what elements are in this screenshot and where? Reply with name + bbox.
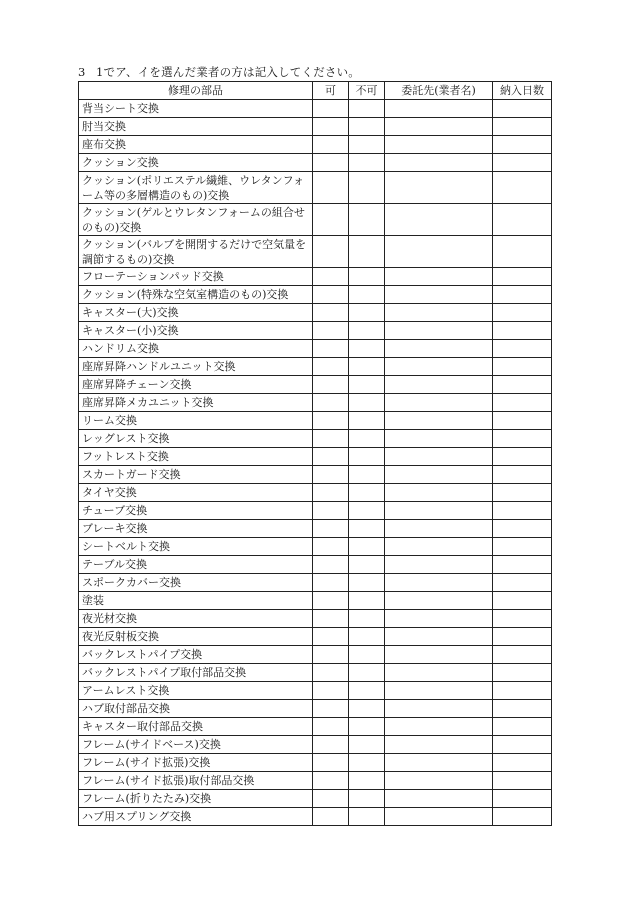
vendor-cell[interactable] [385, 376, 493, 394]
part-name-cell: 背当シート交換 [79, 100, 313, 118]
table-row [79, 448, 552, 466]
ng-cell[interactable] [349, 340, 385, 358]
days-cell[interactable] [493, 358, 552, 376]
table-row [79, 502, 552, 520]
ng-cell[interactable] [349, 204, 385, 236]
ng-cell[interactable] [349, 154, 385, 172]
table-row [79, 304, 552, 322]
ng-cell[interactable] [349, 520, 385, 538]
days-cell[interactable] [493, 204, 552, 236]
ok-cell[interactable] [313, 484, 349, 502]
part-name-cell: テーブル交換 [79, 556, 313, 574]
ok-cell[interactable] [313, 100, 349, 118]
part-name-cell: 夜光反射板交換 [79, 628, 313, 646]
part-name-cell: 肘当交換 [79, 118, 313, 136]
vendor-cell[interactable] [385, 340, 493, 358]
part-name-cell: ブレーキ交換 [79, 520, 313, 538]
part-name-cell: 座席昇降ハンドルユニット交換 [79, 358, 313, 376]
part-name-cell: フレーム(サイド拡張)取付部品交換 [79, 772, 313, 790]
ng-cell[interactable] [349, 322, 385, 340]
table-row [79, 484, 552, 502]
table-row [79, 646, 552, 664]
table-row [79, 154, 552, 172]
vendor-cell[interactable] [385, 204, 493, 236]
vendor-cell[interactable] [385, 808, 493, 826]
ng-cell[interactable] [349, 718, 385, 736]
vendor-cell[interactable] [385, 136, 493, 154]
part-name-cell: クッション(特殊な空気室構造のもの)交換 [79, 286, 313, 304]
ng-cell[interactable] [349, 664, 385, 682]
part-name-cell: アームレスト交換 [79, 682, 313, 700]
ng-cell[interactable] [349, 682, 385, 700]
table-row [79, 664, 552, 682]
ok-cell[interactable] [313, 268, 349, 286]
table-row [79, 520, 552, 538]
ok-cell[interactable] [313, 790, 349, 808]
ok-cell[interactable] [313, 646, 349, 664]
table-header-row [79, 82, 552, 100]
days-cell[interactable] [493, 466, 552, 484]
ng-cell[interactable] [349, 628, 385, 646]
ok-cell[interactable] [313, 682, 349, 700]
ok-cell[interactable] [313, 718, 349, 736]
header-days: 納入日数 [493, 82, 552, 100]
vendor-cell[interactable] [385, 682, 493, 700]
part-name-cell: スポークカバー交換 [79, 574, 313, 592]
ok-cell[interactable] [313, 664, 349, 682]
ok-cell[interactable] [313, 394, 349, 412]
ng-cell[interactable] [349, 430, 385, 448]
ok-cell[interactable] [313, 772, 349, 790]
ok-cell[interactable] [313, 700, 349, 718]
table-row [79, 754, 552, 772]
vendor-cell[interactable] [385, 236, 493, 268]
days-cell[interactable] [493, 172, 552, 204]
ok-cell[interactable] [313, 754, 349, 772]
days-cell[interactable] [493, 520, 552, 538]
table-row [79, 322, 552, 340]
vendor-cell[interactable] [385, 538, 493, 556]
ng-cell[interactable] [349, 574, 385, 592]
vendor-cell[interactable] [385, 448, 493, 466]
ok-cell[interactable] [313, 556, 349, 574]
days-cell[interactable] [493, 484, 552, 502]
table-row [79, 286, 552, 304]
days-cell[interactable] [493, 286, 552, 304]
ng-cell[interactable] [349, 790, 385, 808]
part-name-cell: ハンドリム交換 [79, 340, 313, 358]
table-row [79, 592, 552, 610]
part-name-cell: フレーム(サイドベース)交換 [79, 736, 313, 754]
part-name-cell: フレーム(折りたたみ)交換 [79, 790, 313, 808]
ng-cell[interactable] [349, 592, 385, 610]
ng-cell[interactable] [349, 268, 385, 286]
ok-cell[interactable] [313, 118, 349, 136]
header-ng: 不可 [349, 82, 385, 100]
table-row [79, 700, 552, 718]
table-row [79, 136, 552, 154]
table-row [79, 358, 552, 376]
vendor-cell[interactable] [385, 172, 493, 204]
part-name-cell: ハブ取付部品交換 [79, 700, 313, 718]
days-cell[interactable] [493, 412, 552, 430]
vendor-cell[interactable] [385, 790, 493, 808]
days-cell[interactable] [493, 592, 552, 610]
part-name-cell: 塗装 [79, 592, 313, 610]
table-row [79, 394, 552, 412]
part-name-cell: スカートガード交換 [79, 466, 313, 484]
days-cell[interactable] [493, 376, 552, 394]
table-row [79, 574, 552, 592]
part-name-cell: クッション(ポリエステル繊維、ウレタンフォーム等の多層構造のもの)交換 [79, 172, 313, 204]
vendor-cell[interactable] [385, 610, 493, 628]
table-row [79, 808, 552, 826]
ng-cell[interactable] [349, 304, 385, 322]
ok-cell[interactable] [313, 466, 349, 484]
ng-cell[interactable] [349, 772, 385, 790]
vendor-cell[interactable] [385, 268, 493, 286]
ok-cell[interactable] [313, 154, 349, 172]
ng-cell[interactable] [349, 118, 385, 136]
vendor-cell[interactable] [385, 772, 493, 790]
days-cell[interactable] [493, 430, 552, 448]
days-cell[interactable] [493, 448, 552, 466]
vendor-cell[interactable] [385, 664, 493, 682]
table-row [79, 376, 552, 394]
vendor-cell[interactable] [385, 484, 493, 502]
part-name-cell: 座布交換 [79, 136, 313, 154]
days-cell[interactable] [493, 772, 552, 790]
ok-cell[interactable] [313, 236, 349, 268]
ng-cell[interactable] [349, 556, 385, 574]
vendor-cell[interactable] [385, 430, 493, 448]
part-name-cell: クッション交換 [79, 154, 313, 172]
vendor-cell[interactable] [385, 286, 493, 304]
vendor-cell[interactable] [385, 118, 493, 136]
ng-cell[interactable] [349, 100, 385, 118]
ok-cell[interactable] [313, 610, 349, 628]
days-cell[interactable] [493, 646, 552, 664]
part-name-cell: 座席昇降チェーン交換 [79, 376, 313, 394]
part-name-cell: フレーム(サイド拡張)交換 [79, 754, 313, 772]
vendor-cell[interactable] [385, 574, 493, 592]
days-cell[interactable] [493, 718, 552, 736]
ng-cell[interactable] [349, 808, 385, 826]
days-cell[interactable] [493, 340, 552, 358]
table-row [79, 172, 552, 204]
days-cell[interactable] [493, 574, 552, 592]
table-row [79, 268, 552, 286]
ok-cell[interactable] [313, 358, 349, 376]
ng-cell[interactable] [349, 172, 385, 204]
ok-cell[interactable] [313, 430, 349, 448]
ng-cell[interactable] [349, 700, 385, 718]
vendor-cell[interactable] [385, 646, 493, 664]
section-instruction: 1でア、イを選んだ業者の方は記入してください。 [96, 65, 360, 79]
days-cell[interactable] [493, 808, 552, 826]
table-row [79, 772, 552, 790]
part-name-cell: リーム交換 [79, 412, 313, 430]
header-part: 修理の部品 [79, 82, 313, 100]
vendor-cell[interactable] [385, 520, 493, 538]
part-name-cell: 夜光材交換 [79, 610, 313, 628]
vendor-cell[interactable] [385, 412, 493, 430]
vendor-cell[interactable] [385, 322, 493, 340]
days-cell[interactable] [493, 322, 552, 340]
days-cell[interactable] [493, 538, 552, 556]
section-number: 3 [78, 65, 86, 79]
ng-cell[interactable] [349, 610, 385, 628]
part-name-cell: キャスター(小)交換 [79, 322, 313, 340]
table-row [79, 236, 552, 268]
ng-cell[interactable] [349, 646, 385, 664]
days-cell[interactable] [493, 236, 552, 268]
days-cell[interactable] [493, 118, 552, 136]
vendor-cell[interactable] [385, 754, 493, 772]
repair-parts-table [78, 81, 552, 826]
days-cell[interactable] [493, 754, 552, 772]
table-row [79, 430, 552, 448]
vendor-cell[interactable] [385, 718, 493, 736]
days-cell[interactable] [493, 100, 552, 118]
part-name-cell: 座席昇降メカユニット交換 [79, 394, 313, 412]
part-name-cell: キャスター(大)交換 [79, 304, 313, 322]
part-name-cell: シートベルト交換 [79, 538, 313, 556]
days-cell[interactable] [493, 394, 552, 412]
vendor-cell[interactable] [385, 154, 493, 172]
ok-cell[interactable] [313, 340, 349, 358]
part-name-cell: チューブ交換 [79, 502, 313, 520]
table-row [79, 556, 552, 574]
ok-cell[interactable] [313, 736, 349, 754]
table-row [79, 610, 552, 628]
ok-cell[interactable] [313, 520, 349, 538]
days-cell[interactable] [493, 664, 552, 682]
header-vendor: 委託先(業者名) [385, 82, 493, 100]
ok-cell[interactable] [313, 628, 349, 646]
days-cell[interactable] [493, 268, 552, 286]
ok-cell[interactable] [313, 592, 349, 610]
days-cell[interactable] [493, 304, 552, 322]
table-row [79, 736, 552, 754]
table-row [79, 718, 552, 736]
ok-cell[interactable] [313, 286, 349, 304]
vendor-cell[interactable] [385, 736, 493, 754]
ng-cell[interactable] [349, 484, 385, 502]
ok-cell[interactable] [313, 304, 349, 322]
part-name-cell: バックレストパイプ取付部品交換 [79, 664, 313, 682]
table-row [79, 538, 552, 556]
part-name-cell: フローテーションパッド交換 [79, 268, 313, 286]
table-row [79, 466, 552, 484]
part-name-cell: タイヤ交換 [79, 484, 313, 502]
table-row [79, 628, 552, 646]
ok-cell[interactable] [313, 448, 349, 466]
days-cell[interactable] [493, 154, 552, 172]
ok-cell[interactable] [313, 172, 349, 204]
part-name-cell: ハブ用スプリング交換 [79, 808, 313, 826]
days-cell[interactable] [493, 736, 552, 754]
ng-cell[interactable] [349, 412, 385, 430]
vendor-cell[interactable] [385, 394, 493, 412]
vendor-cell[interactable] [385, 592, 493, 610]
vendor-cell[interactable] [385, 100, 493, 118]
days-cell[interactable] [493, 610, 552, 628]
ng-cell[interactable] [349, 538, 385, 556]
ok-cell[interactable] [313, 204, 349, 236]
table-row [79, 790, 552, 808]
days-cell[interactable] [493, 136, 552, 154]
days-cell[interactable] [493, 700, 552, 718]
ok-cell[interactable] [313, 136, 349, 154]
table-row [79, 682, 552, 700]
vendor-cell[interactable] [385, 556, 493, 574]
ok-cell[interactable] [313, 538, 349, 556]
table-row [79, 204, 552, 236]
part-name-cell: クッション(バルブを開閉するだけで空気量を調節するもの)交換 [79, 236, 313, 268]
ok-cell[interactable] [313, 322, 349, 340]
ok-cell[interactable] [313, 502, 349, 520]
ok-cell[interactable] [313, 412, 349, 430]
part-name-cell: フットレスト交換 [79, 448, 313, 466]
vendor-cell[interactable] [385, 358, 493, 376]
ng-cell[interactable] [349, 736, 385, 754]
days-cell[interactable] [493, 682, 552, 700]
ng-cell[interactable] [349, 448, 385, 466]
table-row [79, 340, 552, 358]
days-cell[interactable] [493, 628, 552, 646]
days-cell[interactable] [493, 556, 552, 574]
table-row [79, 100, 552, 118]
days-cell[interactable] [493, 502, 552, 520]
vendor-cell[interactable] [385, 466, 493, 484]
part-name-cell: クッション(ゲルとウレタンフォームの組合せのもの)交換 [79, 204, 313, 236]
table-row [79, 412, 552, 430]
part-name-cell: バックレストパイプ交換 [79, 646, 313, 664]
ng-cell[interactable] [349, 236, 385, 268]
vendor-cell[interactable] [385, 700, 493, 718]
section-heading [78, 64, 360, 80]
table-row [79, 118, 552, 136]
header-ok: 可 [313, 82, 349, 100]
ok-cell[interactable] [313, 574, 349, 592]
ng-cell[interactable] [349, 466, 385, 484]
ng-cell[interactable] [349, 286, 385, 304]
part-name-cell: キャスター取付部品交換 [79, 718, 313, 736]
vendor-cell[interactable] [385, 628, 493, 646]
ng-cell[interactable] [349, 394, 385, 412]
ng-cell[interactable] [349, 358, 385, 376]
ok-cell[interactable] [313, 808, 349, 826]
vendor-cell[interactable] [385, 502, 493, 520]
ng-cell[interactable] [349, 136, 385, 154]
ng-cell[interactable] [349, 754, 385, 772]
days-cell[interactable] [493, 790, 552, 808]
ng-cell[interactable] [349, 376, 385, 394]
table-body [79, 100, 552, 826]
vendor-cell[interactable] [385, 304, 493, 322]
part-name-cell: レッグレスト交換 [79, 430, 313, 448]
ok-cell[interactable] [313, 376, 349, 394]
ng-cell[interactable] [349, 502, 385, 520]
